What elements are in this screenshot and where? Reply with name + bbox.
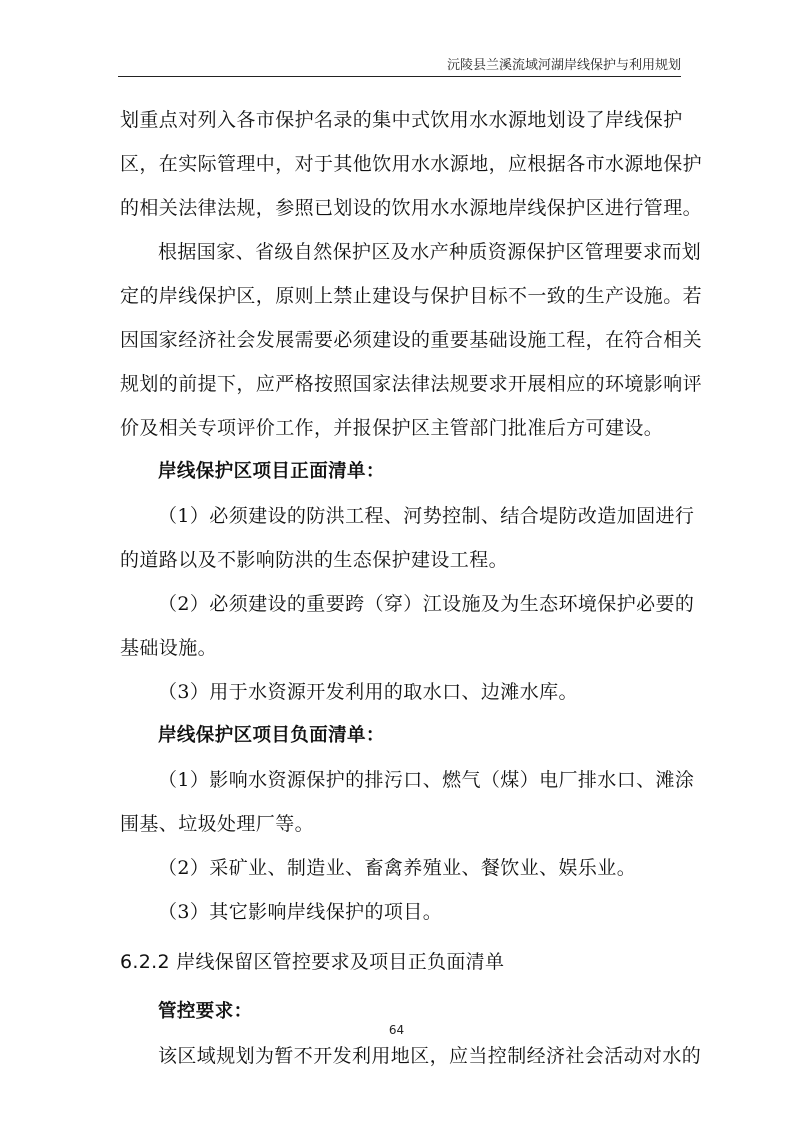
list-item-continued: 围基、垃圾处理厂等。	[120, 813, 315, 835]
page-header	[118, 58, 681, 77]
list-item: （2）采矿业、制造业、畜禽养殖业、餐饮业、娱乐业。	[158, 857, 637, 879]
paragraph-line: 因国家经济社会发展需要必须建设的重要基础设施工程，在符合相关	[120, 329, 703, 351]
list-item-continued: 的道路以及不影响防洪的生态保护建设工程。	[120, 549, 509, 571]
paragraph-line: 划重点对列入各市保护名录的集中式饮用水水源地划设了岸线保护	[120, 109, 683, 131]
section-subheading: 管控要求：	[158, 1001, 253, 1022]
paragraph-line: 区，在实际管理中，对于其他饮用水水源地，应根据各市水源地保护	[120, 153, 703, 175]
page-content	[120, 98, 703, 1078]
section-heading: 6.2.2 岸线保留区管控要求及项目正负面清单	[120, 951, 505, 973]
page-number: 64	[388, 1023, 405, 1037]
list-item: （1）必须建设的防洪工程、河势控制、结合堤防改造加固进行	[158, 505, 695, 527]
list-item-continued: 基础设施。	[120, 637, 218, 659]
list-item: （2）必须建设的重要跨（穿）江设施及为生态环境保护必要的	[158, 593, 695, 615]
paragraph-line: 价及相关专项评价工作，并报保护区主管部门批准后方可建设。	[120, 417, 664, 439]
negative-list-heading: 岸线保护区项目负面清单：	[158, 725, 385, 746]
paragraph-line: 定的岸线保护区，原则上禁止建设与保护目标不一致的生产设施。若	[120, 285, 703, 307]
list-item: （1）影响水资源保护的排污口、燃气（煤）电厂排水口、滩涂	[158, 769, 695, 791]
paragraph-line: 的相关法律法规，参照已划设的饮用水水源地岸线保护区进行管理。	[120, 197, 703, 219]
header-title: 沅陵县兰溪流域河湖岸线保护与利用规划	[446, 58, 681, 73]
paragraph-line: 规划的前提下，应严格按照国家法律法规要求开展相应的环境影响评	[120, 373, 703, 395]
paragraph-line: 根据国家、省级自然保护区及水产种质资源保护区管理要求而划	[158, 241, 702, 263]
paragraph-line: 该区域规划为暂不开发利用地区，应当控制经济社会活动对水的	[158, 1045, 702, 1067]
list-item: （3）用于水资源开发利用的取水口、边滩水库。	[158, 681, 578, 703]
list-item: （3）其它影响岸线保护的项目。	[158, 901, 443, 923]
positive-list-heading: 岸线保护区项目正面清单：	[158, 461, 385, 482]
